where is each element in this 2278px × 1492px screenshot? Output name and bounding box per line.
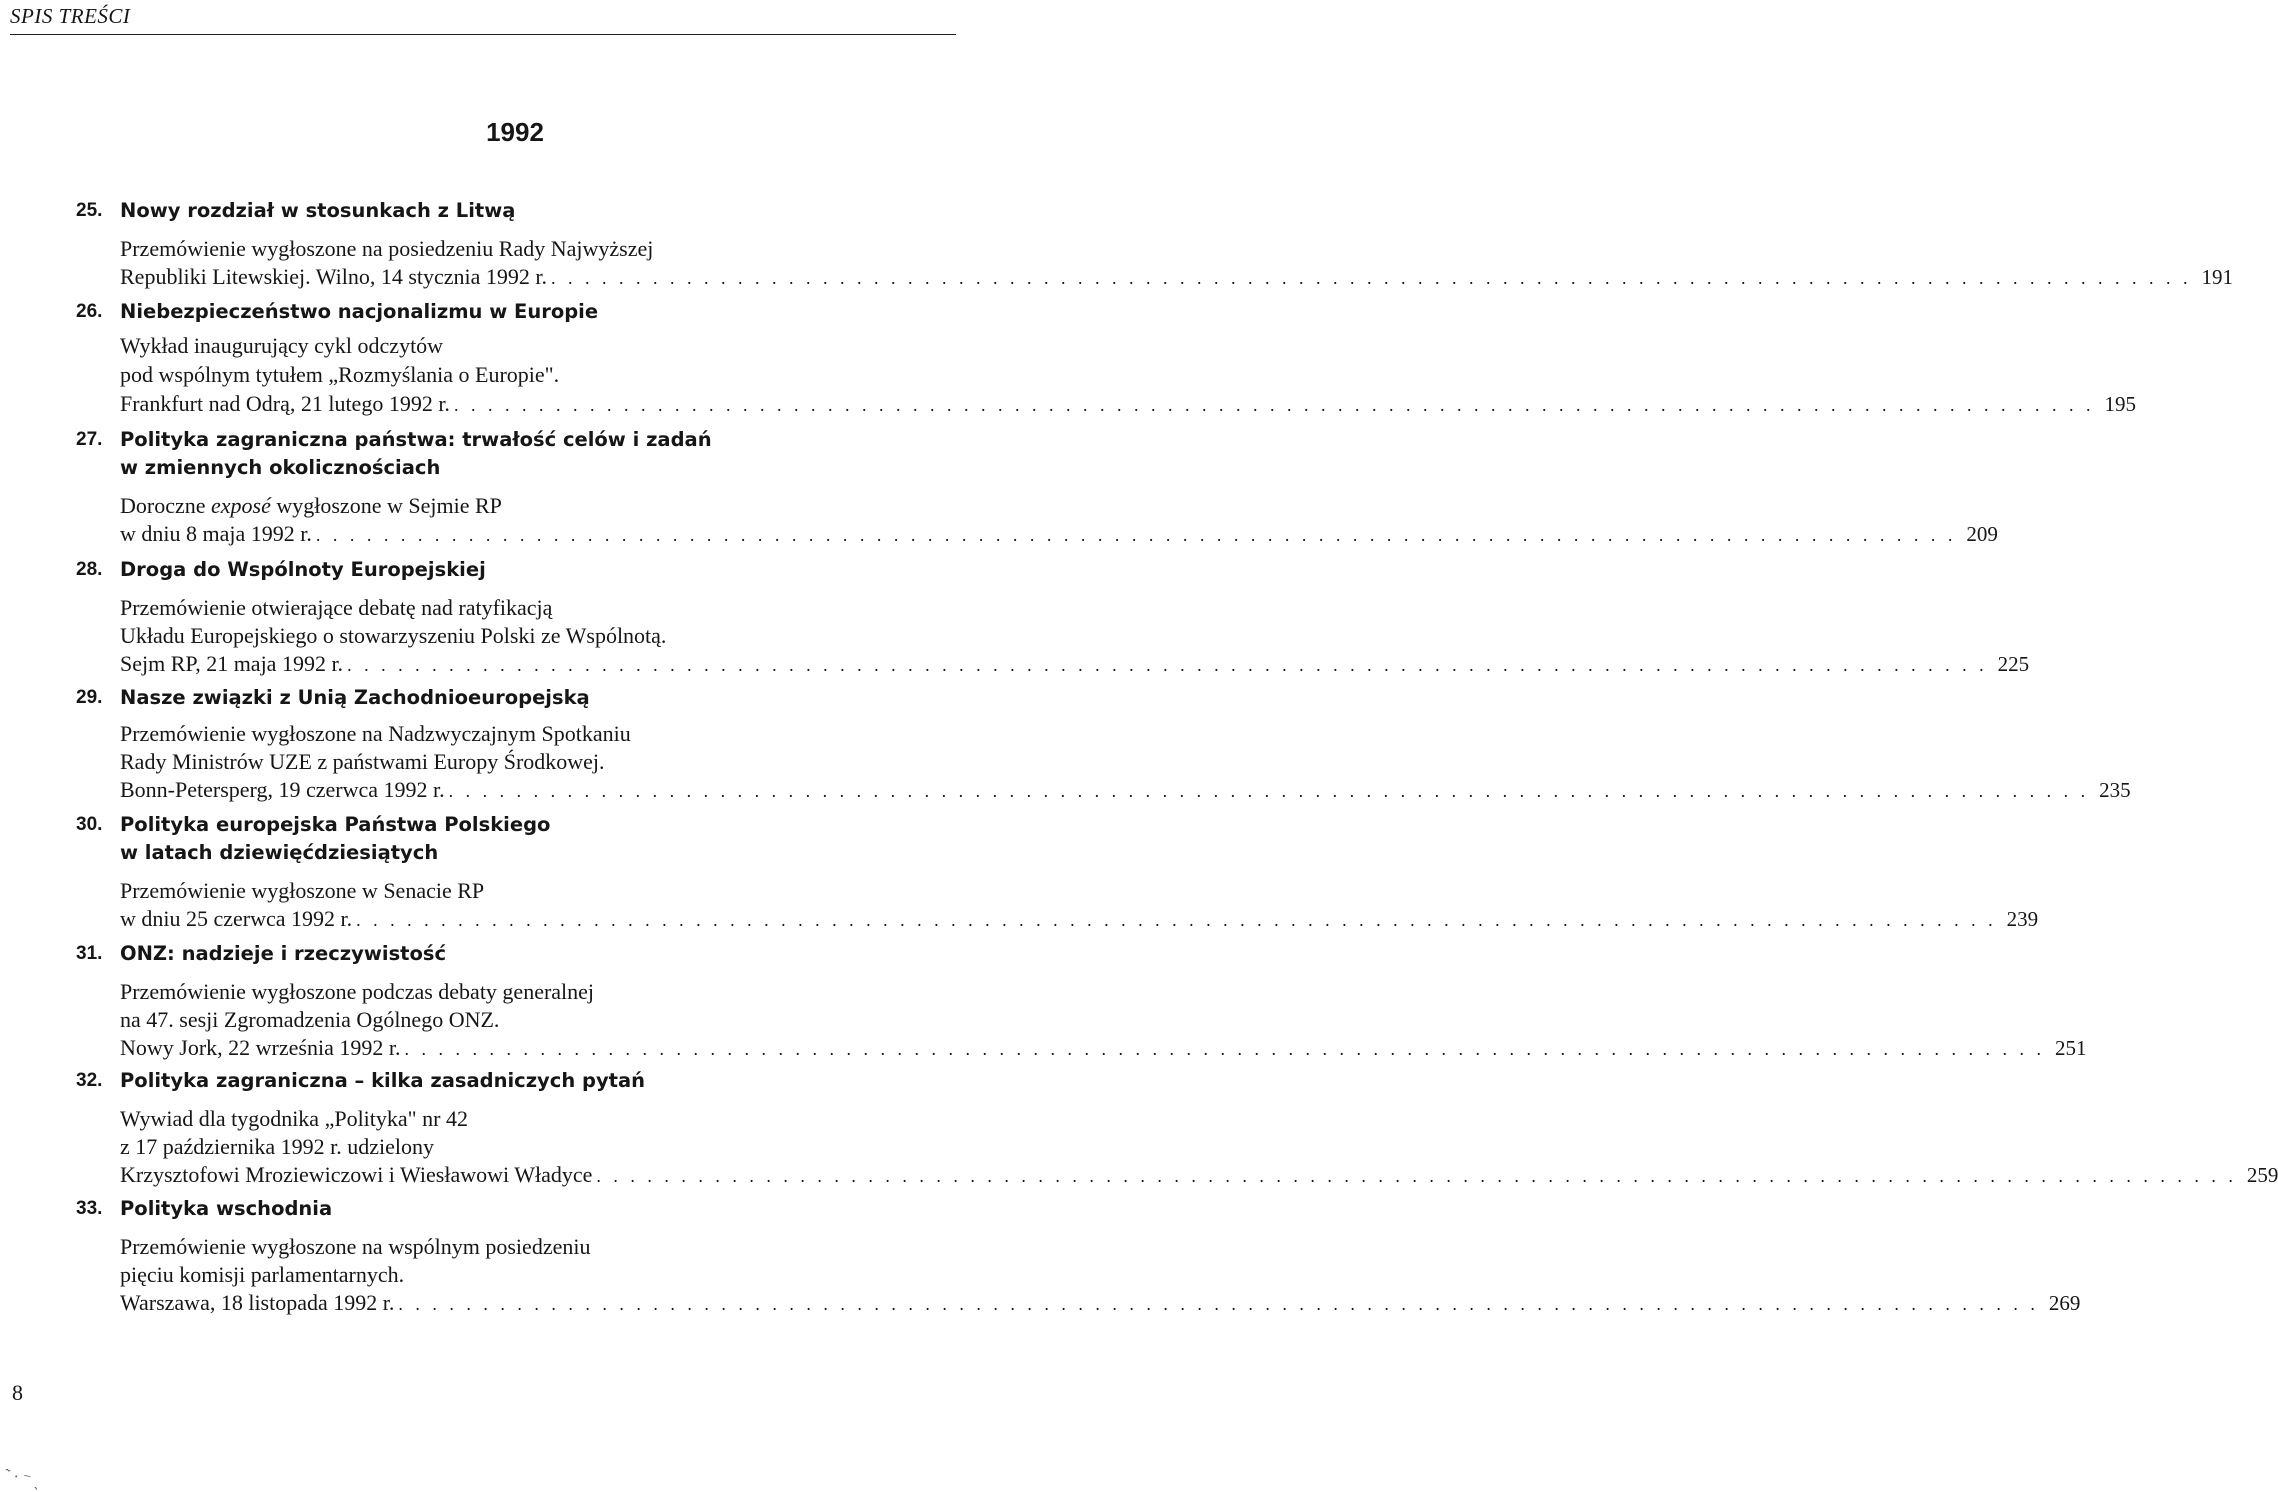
entry-description: Przemówienie otwierające debatę nad ratyfikacją bbox=[120, 595, 553, 620]
dot-leader: . . . . . . . . . . . . . . . . . . . . . . . . . . . . . . . . . . . . . . . . . . . . . . . . . . . . . . . . . . . . . . . . . . . . . . . . . . . . . . . . . . . . . . . . . . . . . . . . . bbox=[404, 1039, 2045, 1059]
entry-last-line bbox=[120, 648, 2030, 681]
entry-description: Przemówienie wygłoszone na wspólnym posiedzeniu bbox=[120, 1234, 591, 1259]
entry-description: w dniu 25 czerwca 1992 r. bbox=[120, 906, 353, 931]
page-ref: 235 bbox=[2099, 778, 2131, 802]
entry-description: z 17 października 1992 r. udzielony bbox=[120, 1134, 435, 1159]
entry-description: Wykład inaugurujący cykl odczytów bbox=[120, 333, 444, 358]
entry-description: Warszawa, 18 listopada 1992 r. bbox=[120, 1290, 395, 1315]
dot-leader: . . . . . . . . . . . . . . . . . . . . . . . . . . . . . . . . . . . . . . . . . . . . . . . . . . . . . . . . . . . . . . . . . . . . . . . . . . . . . . . . . . . . . . . . . . . . . . . . . bbox=[596, 1166, 2237, 1186]
entry-last-line bbox=[120, 518, 1998, 551]
dot-leader: . . . . . . . . . . . . . . . . . . . . . . . . . . . . . . . . . . . . . . . . . . . . . . . . . . . . . . . . . . . . . . . . . . . . . . . . . . . . . . . . . . . . . . . . . . . . . . . . . bbox=[453, 395, 2095, 415]
entry-description: Krzysztofowi Mroziewiczowi i Wiesławowi Władyce bbox=[120, 1162, 593, 1187]
dot-leader: . . . . . . . . . . . . . . . . . . . . . . . . . . . . . . . . . . . . . . . . . . . . . . . . . . . . . . . . . . . . . . . . . . . . . . . . . . . . . . . . . . . . . . . . . . . . . . . . . bbox=[347, 655, 1988, 675]
page-ref: 191 bbox=[2201, 265, 2234, 289]
scan-smudge: ˜ · ⁻ ˎ bbox=[2, 1466, 42, 1491]
page-ref: 239 bbox=[2006, 907, 2039, 931]
entry-number: 31. bbox=[76, 943, 103, 964]
entry-description: Frankfurt nad Odrą, 21 lutego 1992 r. bbox=[120, 391, 450, 416]
entry-number: 29. bbox=[76, 687, 103, 708]
page-ref: 259 bbox=[2246, 1163, 2278, 1187]
dot-leader: . . . . . . . . . . . . . . . . . . . . . . . . . . . . . . . . . . . . . . . . . . . . . . . . . . . . . . . . . . . . . . . . . . . . . . . . . . . . . . . . . . . . . . . . . . . . . . . . . bbox=[398, 1294, 2039, 1314]
entry-description: Sejm RP, 21 maja 1992 r. bbox=[120, 651, 344, 676]
entry-description: na 47. sesji Zgromadzenia Ogólnego ONZ. bbox=[120, 1007, 500, 1032]
entry-title: Polityka europejska Państwa Polskiego bbox=[120, 813, 551, 836]
entry-title: w zmiennych okolicznościach bbox=[120, 456, 441, 479]
entry-title: Polityka wschodnia bbox=[120, 1197, 333, 1220]
entry-title: Droga do Wspólnoty Europejskiej bbox=[120, 558, 486, 581]
italic-term: exposé bbox=[211, 493, 271, 518]
dot-leader: . . . . . . . . . . . . . . . . . . . . . . . . . . . . . . . . . . . . . . . . . . . . . . . . . . . . . . . . . . . . . . . . . . . . . . . . . . . . . . . . . . . . . . . . . . . . . . . . . bbox=[315, 525, 1957, 545]
entry-last-line bbox=[120, 388, 2136, 421]
entry-description: pięciu komisji parlamentarnych. bbox=[120, 1262, 405, 1287]
entry-title: w latach dziewięćdziesiątych bbox=[120, 841, 439, 864]
page-number: 8 bbox=[12, 1380, 23, 1405]
entry-title: Niebezpieczeństwo nacjonalizmu w Europie bbox=[120, 300, 599, 323]
page-ref: 195 bbox=[2104, 392, 2136, 416]
entry-number: 27. bbox=[76, 429, 103, 450]
entry-number: 30. bbox=[76, 814, 103, 835]
dot-leader: . . . . . . . . . . . . . . . . . . . . . . . . . . . . . . . . . . . . . . . . . . . . . . . . . . . . . . . . . . . . . . . . . . . . . . . . . . . . . . . . . . . . . . . . . . . . . . . . . bbox=[356, 910, 1997, 930]
entry-description: Nowy Jork, 22 września 1992 r. bbox=[120, 1035, 401, 1060]
entry-description: Bonn-Petersperg, 19 czerwca 1992 r. bbox=[120, 777, 445, 802]
year-heading: 1992 bbox=[486, 117, 544, 147]
running-head: SPIS TREŚCI bbox=[10, 4, 131, 28]
entry-description: w dniu 8 maja 1992 r. bbox=[120, 521, 312, 546]
entry-title: Nowy rozdział w stosunkach z Litwą bbox=[120, 199, 516, 222]
entry-title: Nasze związki z Unią Zachodnioeuropejską bbox=[120, 686, 590, 709]
entry-last-line bbox=[120, 1159, 2278, 1192]
entry-last-line bbox=[120, 774, 2131, 807]
entry-description: Przemówienie wygłoszone na Nadzwyczajnym Spotkaniu bbox=[120, 721, 631, 746]
entry-description: Układu Europejskiego o stowarzyszeniu Polski ze Wspólnotą. bbox=[120, 623, 667, 648]
entry-number: 26. bbox=[76, 301, 103, 322]
page-ref: 209 bbox=[1966, 522, 1998, 546]
header-rule bbox=[10, 34, 956, 35]
entry-last-line bbox=[120, 903, 2039, 936]
entry-description: Przemówienie wygłoszone w Senacie RP bbox=[120, 878, 485, 903]
entry-title: Polityka zagraniczna – kilka zasadniczych pytań bbox=[120, 1069, 646, 1092]
entry-title: ONZ: nadzieje i rzeczywistość bbox=[120, 942, 447, 965]
page-ref: 269 bbox=[2048, 1291, 2081, 1315]
entry-number: 33. bbox=[76, 1198, 103, 1219]
entry-description: Republiki Litewskiej. Wilno, 14 stycznia 1992 r. bbox=[120, 264, 548, 289]
dot-leader: . . . . . . . . . . . . . . . . . . . . . . . . . . . . . . . . . . . . . . . . . . . . . . . . . . . . . . . . . . . . . . . . . . . . . . . . . . . . . . . . . . . . . . . . . . . . . . . . . bbox=[448, 781, 2090, 801]
entry-number: 25. bbox=[76, 200, 103, 221]
entry-number: 28. bbox=[76, 559, 103, 580]
entry-title: Polityka zagraniczna państwa: trwałość celów i zadań bbox=[120, 428, 712, 451]
entry-description: Doroczne exposé wygłoszone w Sejmie RP bbox=[120, 493, 502, 518]
entry-number: 32. bbox=[76, 1070, 103, 1091]
entry-description: Przemówienie wygłoszone podczas debaty generalnej bbox=[120, 979, 595, 1004]
entry-last-line bbox=[120, 261, 2234, 294]
dot-leader: . . . . . . . . . . . . . . . . . . . . . . . . . . . . . . . . . . . . . . . . . . . . . . . . . . . . . . . . . . . . . . . . . . . . . . . . . . . . . . . . . . . . . . . . . . . . . . . . . bbox=[551, 268, 2192, 288]
entry-last-line bbox=[120, 1032, 2087, 1065]
page-ref: 225 bbox=[1997, 652, 2030, 676]
entry-description: pod wspólnym tytułem „Rozmyślania o Europie". bbox=[120, 362, 560, 387]
page-ref: 251 bbox=[2054, 1036, 2087, 1060]
entry-last-line bbox=[120, 1287, 2081, 1320]
entry-description: Rady Ministrów UZE z państwami Europy Środkowej. bbox=[120, 749, 605, 774]
entry-description: Wywiad dla tygodnika „Polityka" nr 42 bbox=[120, 1106, 468, 1131]
entry-description: Przemówienie wygłoszone na posiedzeniu Rady Najwyższej bbox=[120, 236, 654, 261]
